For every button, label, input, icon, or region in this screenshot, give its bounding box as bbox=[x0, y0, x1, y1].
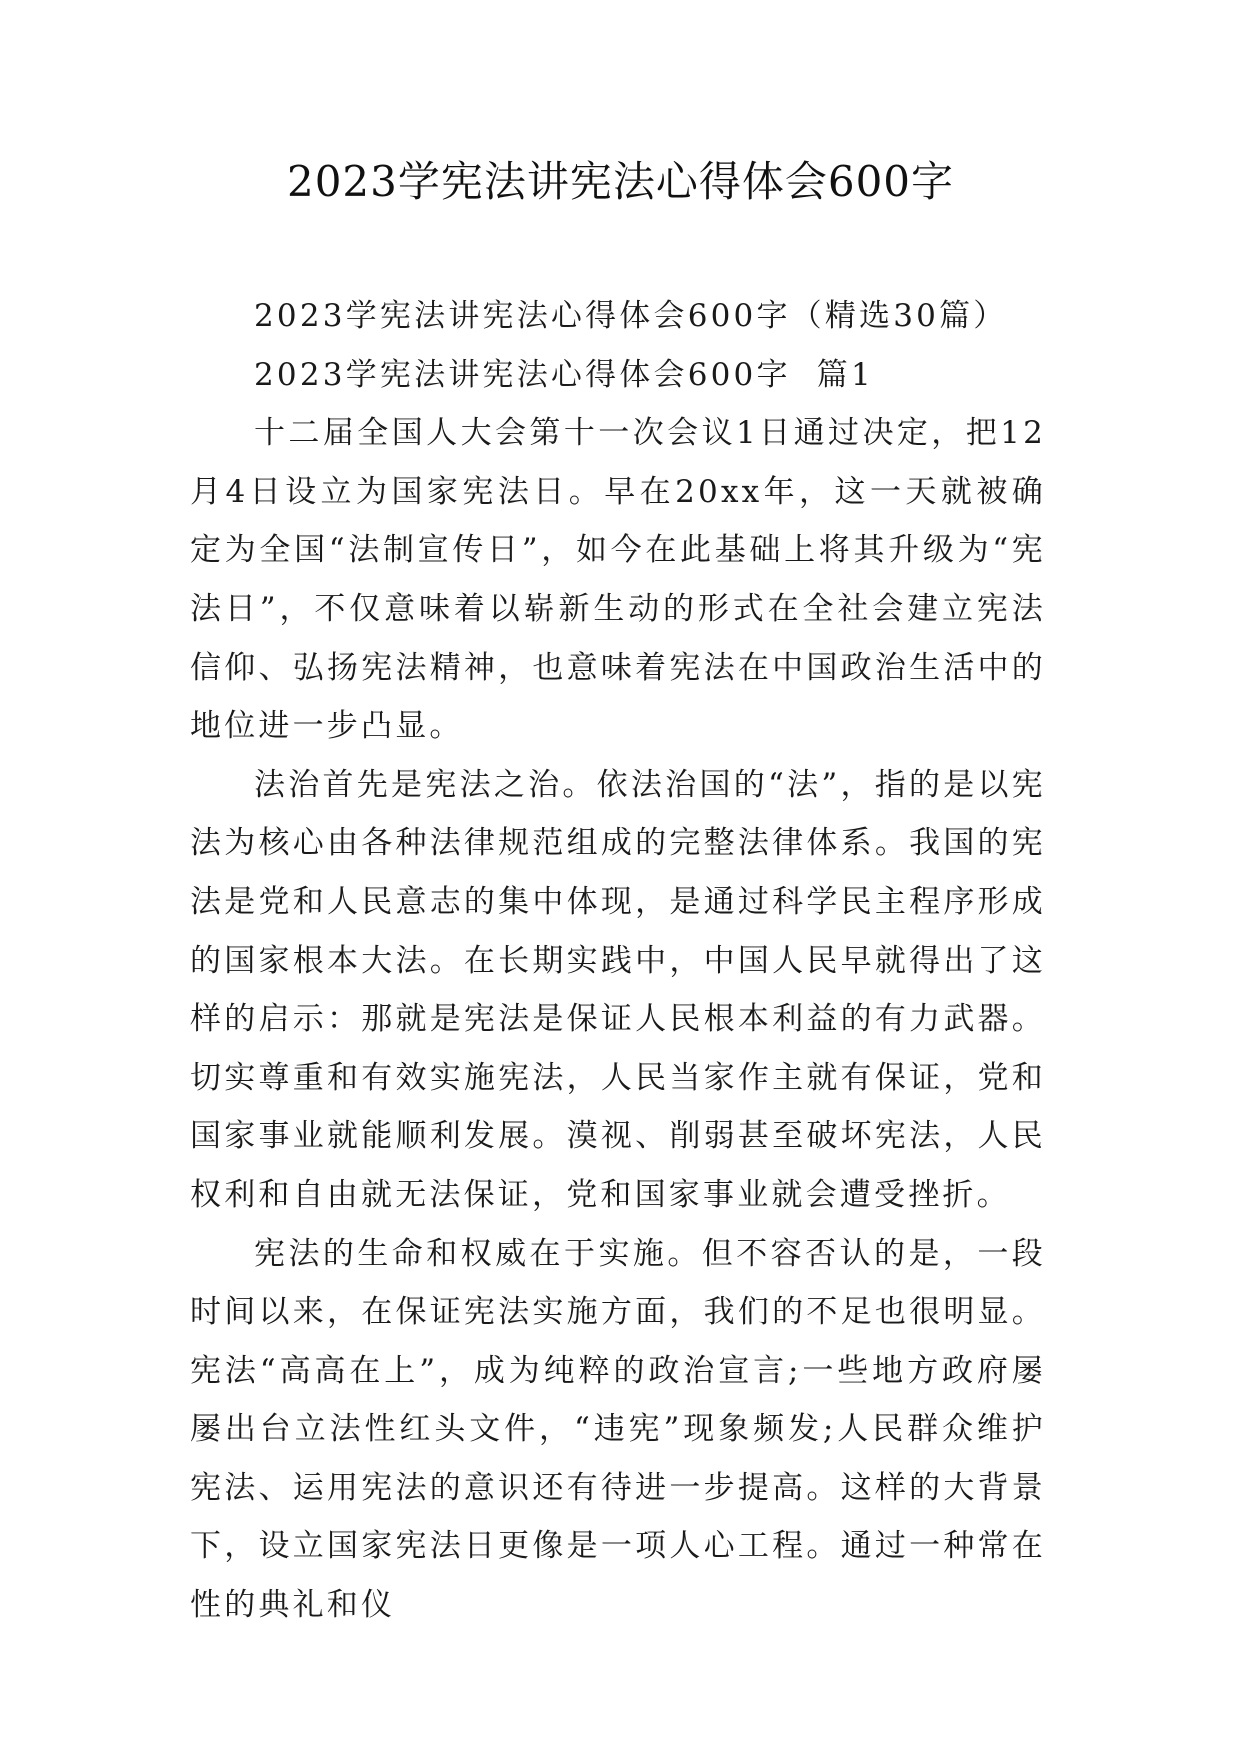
body-paragraph: 宪法的生命和权威在于实施。但不容否认的是，一段时间以来，在保证宪法实施方面，我们的不足也很明显。宪法“高高在上”，成为纯粹的政治宣言;一些地方政府屡屡出台立法性红头文件，“违宪”现象频发;人民群众维护宪法、运用宪法的意识还有待进一步提高。这样的大背景下，设立国家宪法日更像是一项人心工程。通过一种常在性的典礼和仪 bbox=[190, 1235, 1046, 1624]
body-paragraph: 十二届全国人大会第十一次会议1日通过决定，把12月4日设立为国家宪法日。早在20xx年，这一天就被确定为全国“法制宣传日”，如今在此基础上将其升级为“宪法日”，不仅意味着以崭新生动的形式在全社会建立宪法信仰、弘扬宪法精神，也意味着宪法在中国政治生活中的地位进一步凸显。 bbox=[190, 415, 1046, 745]
body-paragraph: 法治首先是宪法之治。依法治国的“法”，指的是以宪法为核心由各种法律规范组成的完整法律体系。我国的宪法是党和人民意志的集中体现，是通过科学民主程序形成的国家根本大法。在长期实践中，中国人民早就得出了这样的启示：那就是宪法是保证人民根本利益的有力武器。切实尊重和有效实施宪法，人民当家作主就有保证，党和国家事业就能顺利发展。漠视、削弱甚至破坏宪法，人民权利和自由就无法保证，党和国家事业就会遭受挫折。 bbox=[190, 766, 1046, 1213]
document-title: 2023学宪法讲宪法心得体会600字 bbox=[286, 157, 955, 206]
document-body bbox=[190, 287, 1046, 1635]
section-heading: 2023学宪法讲宪法心得体会600字 篇1 bbox=[254, 356, 874, 393]
document-subtitle: 2023学宪法讲宪法心得体会600字（精选30篇） bbox=[254, 298, 1008, 334]
